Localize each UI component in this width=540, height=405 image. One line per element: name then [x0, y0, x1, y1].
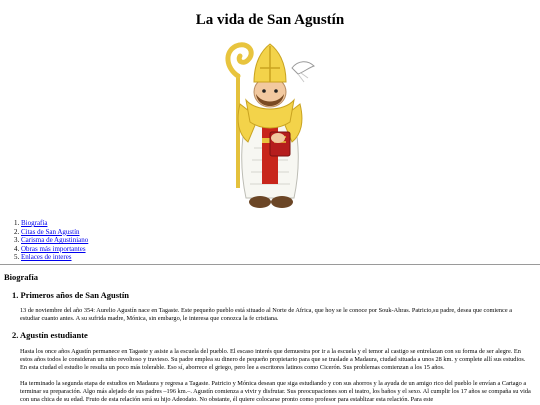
- section-heading-agustin-estudiante: 2. Agustín estudiante: [12, 330, 88, 340]
- section-paragraph: 13 de noviembre del año 354: Aurelio Agustín nace en Tagaste. Este pequeño pueblo está situado al Norte de Africa, que hoy se le conoce por Souk-Ahras. Patricio,su padre, desea que comience a estudiar cuanto antes. A su sufrida madre, Mónica, sin embargo, le interesa que conozca la fe cristiana.: [20, 307, 513, 323]
- toc-number: 3.: [14, 236, 20, 245]
- section-paragraph: Ha terminado la segunda etapa de estudios en Madaura y regresa a Tagaste. Patricio y Mónica desean que siga estudiando y con sus ahorros y la ayuda de un amigo rico del pueblo le envían a Cartago a terminar su preparación. Algo más alejado de sus padres –196 km.–. Agustín comienza a vivir y disfrutar. Sus preocupaciones son el teatro, los baños y el sexo. Al cumplir los 17 años se compaña su vida con una chica de su edad. Fruto de esta relación será su hijo Adeodato. No obstante, él quiere colocarse pronto como profesor para establizar esta relación. Para este: [20, 380, 531, 404]
- section-heading-primeros-anos: 1. Primeros años de San Agustín: [12, 290, 129, 300]
- toc-link-biografia[interactable]: Biografía: [21, 219, 48, 227]
- section-paragraph: Hasta los once años Agustín permanece en Tagaste y asiste a la escuela del pueblo. El escaso interés que demuestra por ir a la escuela y el temor al castigo se entrelazan con su forma de ser alegre. En estos años todos le consideran un niño revoltoso y travieso. Su padre emplea su dinero de pequeño propietario para que se traslade a Madaura, ciudad situada a unos 28 km. y complete allí sus estudios. En esta ciudad el estudio le resulta un poco más tolerable. Eso sí, aborrece el griego, pero lee a escritores latinos como Cicerón. Sus problemas comienzan a los 15 años.: [20, 348, 526, 372]
- toc-item: [14, 228, 88, 237]
- toc-link-obras[interactable]: Obras más importantes: [21, 244, 86, 253]
- toc-link-enlaces[interactable]: Enlaces de interes: [21, 253, 72, 262]
- toc-item: [14, 219, 88, 228]
- toc-number: 2.: [14, 227, 20, 236]
- horizontal-divider: [0, 264, 540, 265]
- toc-item: [14, 245, 88, 254]
- toc-link-carisma[interactable]: Carisma de Agustiniano: [21, 236, 89, 245]
- toc-number: 1.: [14, 219, 20, 227]
- page-title: La vida de San Agustín: [195, 12, 345, 28]
- toc-item: [14, 236, 88, 245]
- saint-augustine-illustration: [218, 38, 322, 212]
- biografia-heading: Biografía: [4, 272, 38, 282]
- toc-item: [14, 253, 88, 262]
- table-of-contents: [14, 219, 88, 262]
- toc-link-citas[interactable]: Citas de San Agustín: [21, 227, 80, 236]
- toc-number: 5.: [14, 253, 20, 262]
- saint-augustine-cartoon-icon: [218, 38, 322, 212]
- toc-number: 4.: [14, 244, 20, 253]
